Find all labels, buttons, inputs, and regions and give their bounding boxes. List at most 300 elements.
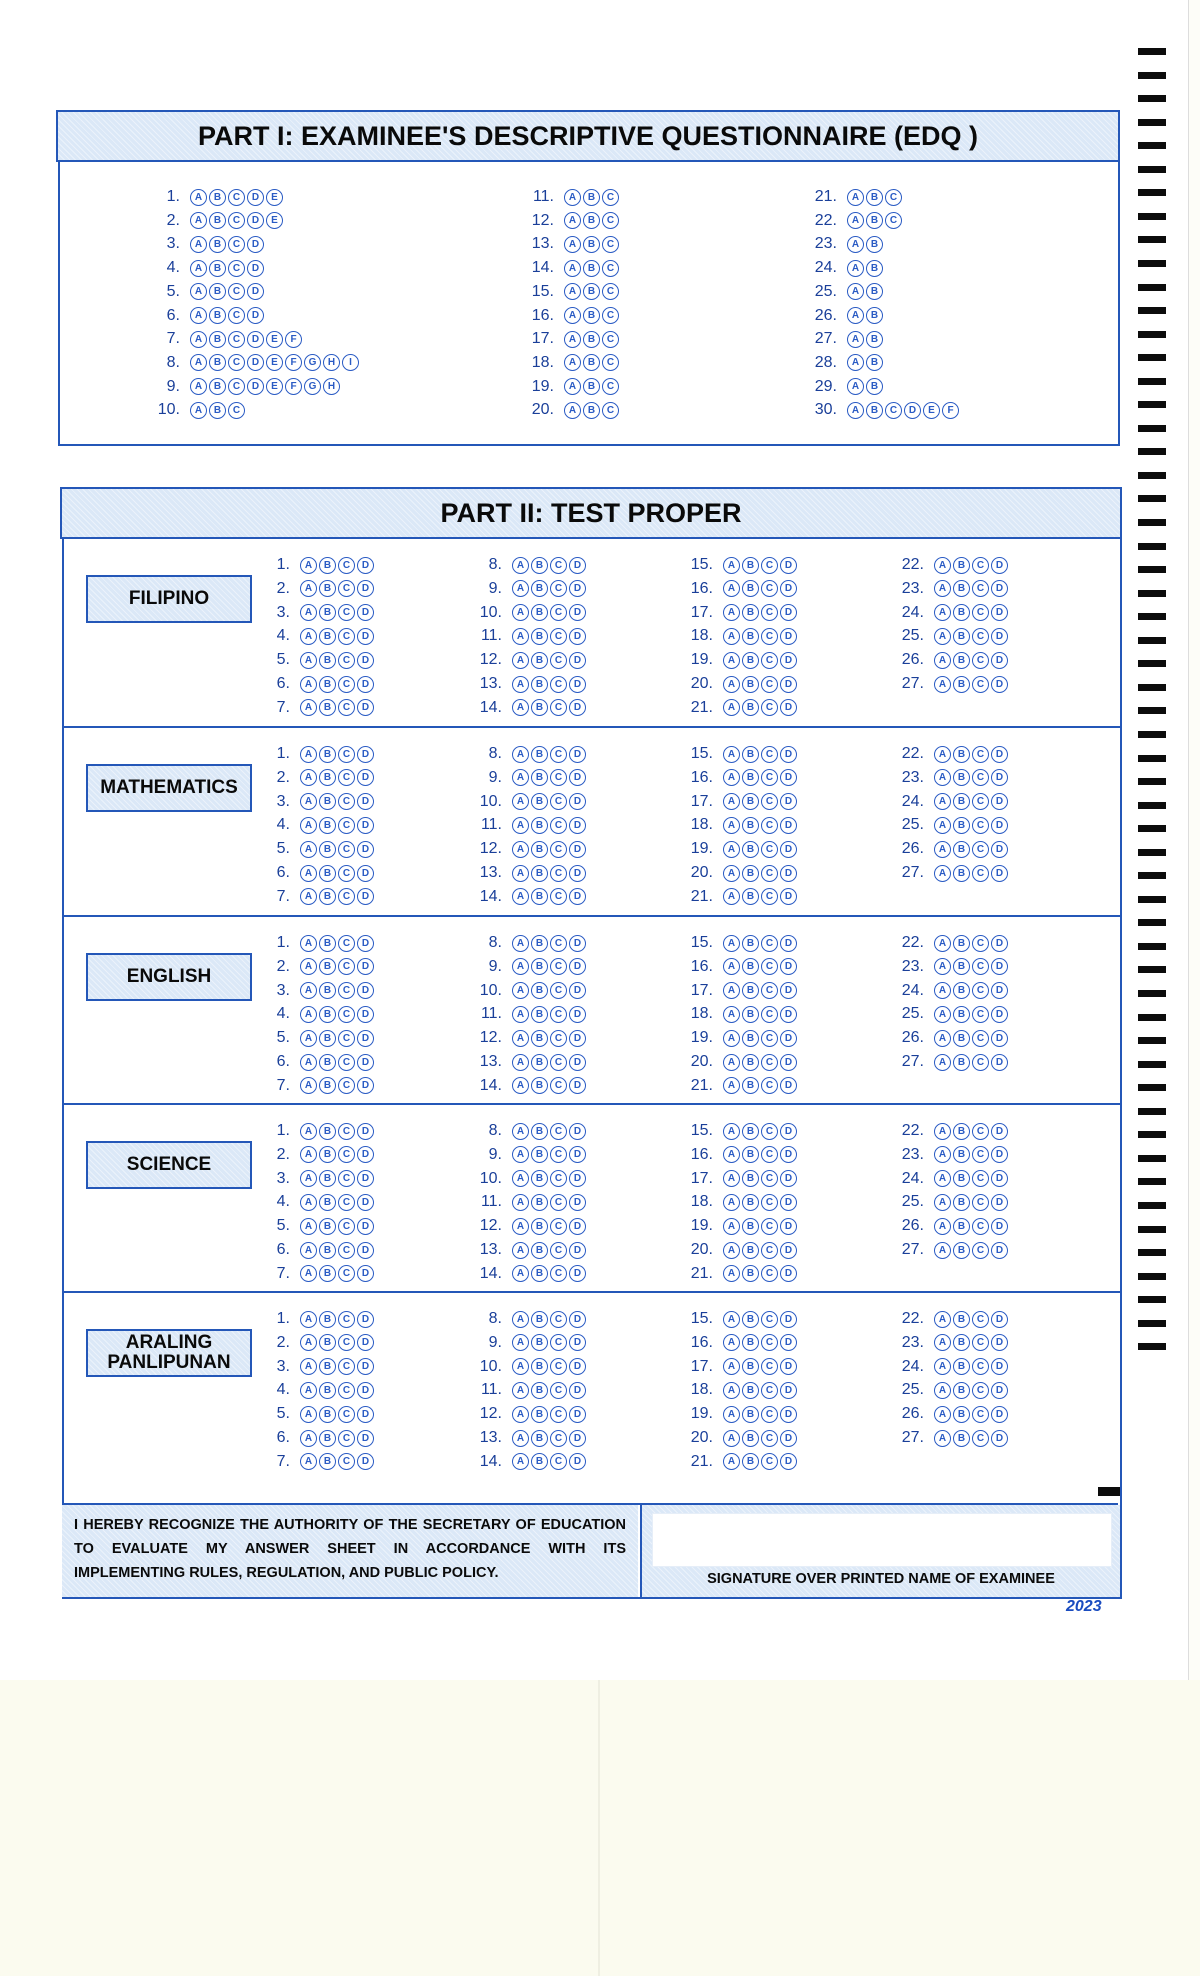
answer-bubble-d[interactable]: D [357,793,374,810]
answer-bubble-b[interactable]: B [319,769,336,786]
answer-bubble-b[interactable]: B [319,1358,336,1375]
answer-bubble-a[interactable]: A [512,1358,529,1375]
answer-bubble-b[interactable]: B [953,1242,970,1259]
answer-bubble-d[interactable]: D [357,746,374,763]
answer-bubble-a[interactable]: A [300,1382,317,1399]
answer-bubble-a[interactable]: A [512,1406,529,1423]
answer-bubble-a[interactable]: A [512,958,529,975]
answer-bubble-c[interactable]: C [761,841,778,858]
answer-bubble-a[interactable]: A [300,1006,317,1023]
answer-bubble-d[interactable]: D [780,841,797,858]
answer-bubble-c[interactable]: C [972,580,989,597]
answer-bubble-c[interactable]: C [550,769,567,786]
answer-bubble-b[interactable]: B [742,1242,759,1259]
answer-bubble-c[interactable]: C [761,1123,778,1140]
answer-bubble-a[interactable]: A [723,1054,740,1071]
answer-bubble-b[interactable]: B [531,628,548,645]
answer-bubble-d[interactable]: D [569,676,586,693]
answer-bubble-b[interactable]: B [319,1382,336,1399]
answer-bubble-h[interactable]: H [323,354,340,371]
answer-bubble-a[interactable]: A [723,746,740,763]
answer-bubble-b[interactable]: B [531,793,548,810]
answer-bubble-d[interactable]: D [991,676,1008,693]
answer-bubble-d[interactable]: D [357,1311,374,1328]
answer-bubble-d[interactable]: D [357,888,374,905]
answer-bubble-a[interactable]: A [723,1123,740,1140]
answer-bubble-b[interactable]: B [742,1430,759,1447]
answer-bubble-b[interactable]: B [953,769,970,786]
answer-bubble-a[interactable]: A [512,652,529,669]
answer-bubble-d[interactable]: D [357,1146,374,1163]
answer-bubble-b[interactable]: B [531,1382,548,1399]
answer-bubble-a[interactable]: A [300,604,317,621]
answer-bubble-b[interactable]: B [531,769,548,786]
answer-bubble-d[interactable]: D [357,1170,374,1187]
answer-bubble-b[interactable]: B [866,378,883,395]
answer-bubble-a[interactable]: A [512,676,529,693]
answer-bubble-a[interactable]: A [934,841,951,858]
answer-bubble-a[interactable]: A [934,769,951,786]
answer-bubble-d[interactable]: D [357,676,374,693]
answer-bubble-c[interactable]: C [338,982,355,999]
answer-bubble-d[interactable]: D [780,652,797,669]
answer-bubble-b[interactable]: B [866,189,883,206]
answer-bubble-d[interactable]: D [780,1054,797,1071]
answer-bubble-a[interactable]: A [934,580,951,597]
answer-bubble-c[interactable]: C [550,628,567,645]
answer-bubble-c[interactable]: C [972,793,989,810]
answer-bubble-d[interactable]: D [991,1382,1008,1399]
answer-bubble-c[interactable]: C [550,1123,567,1140]
answer-bubble-c[interactable]: C [338,1334,355,1351]
answer-bubble-d[interactable]: D [357,1453,374,1470]
answer-bubble-b[interactable]: B [319,935,336,952]
answer-bubble-a[interactable]: A [934,1194,951,1211]
answer-bubble-a[interactable]: A [564,354,581,371]
answer-bubble-a[interactable]: A [564,236,581,253]
answer-bubble-b[interactable]: B [742,1382,759,1399]
answer-bubble-b[interactable]: B [866,236,883,253]
answer-bubble-b[interactable]: B [583,378,600,395]
answer-bubble-d[interactable]: D [991,865,1008,882]
answer-bubble-a[interactable]: A [300,628,317,645]
answer-bubble-c[interactable]: C [550,958,567,975]
answer-bubble-a[interactable]: A [723,865,740,882]
answer-bubble-a[interactable]: A [564,212,581,229]
answer-bubble-c[interactable]: C [338,557,355,574]
answer-bubble-a[interactable]: A [190,378,207,395]
answer-bubble-c[interactable]: C [972,676,989,693]
answer-bubble-b[interactable]: B [209,212,226,229]
answer-bubble-c[interactable]: C [550,676,567,693]
answer-bubble-d[interactable]: D [569,1077,586,1094]
answer-bubble-b[interactable]: B [742,1030,759,1047]
answer-bubble-d[interactable]: D [247,189,264,206]
answer-bubble-d[interactable]: D [569,1334,586,1351]
answer-bubble-a[interactable]: A [300,1170,317,1187]
answer-bubble-b[interactable]: B [319,958,336,975]
answer-bubble-c[interactable]: C [761,1430,778,1447]
answer-bubble-c[interactable]: C [550,746,567,763]
answer-bubble-a[interactable]: A [847,260,864,277]
answer-bubble-a[interactable]: A [564,331,581,348]
answer-bubble-c[interactable]: C [228,189,245,206]
answer-bubble-d[interactable]: D [991,1430,1008,1447]
answer-bubble-a[interactable]: A [934,676,951,693]
answer-bubble-a[interactable]: A [300,1123,317,1140]
answer-bubble-c[interactable]: C [338,1406,355,1423]
answer-bubble-d[interactable]: D [991,746,1008,763]
answer-bubble-a[interactable]: A [847,402,864,419]
answer-bubble-a[interactable]: A [512,865,529,882]
answer-bubble-a[interactable]: A [300,817,317,834]
answer-bubble-a[interactable]: A [934,935,951,952]
answer-bubble-e[interactable]: E [266,378,283,395]
answer-bubble-c[interactable]: C [228,260,245,277]
answer-bubble-d[interactable]: D [357,958,374,975]
answer-bubble-d[interactable]: D [780,1311,797,1328]
answer-bubble-c[interactable]: C [761,1382,778,1399]
answer-bubble-c[interactable]: C [972,769,989,786]
answer-bubble-b[interactable]: B [531,746,548,763]
answer-bubble-a[interactable]: A [512,1054,529,1071]
answer-bubble-b[interactable]: B [209,283,226,300]
answer-bubble-d[interactable]: D [991,557,1008,574]
answer-bubble-b[interactable]: B [319,817,336,834]
answer-bubble-c[interactable]: C [338,1006,355,1023]
answer-bubble-c[interactable]: C [338,1358,355,1375]
answer-bubble-c[interactable]: C [972,746,989,763]
answer-bubble-a[interactable]: A [934,982,951,999]
answer-bubble-a[interactable]: A [934,865,951,882]
answer-bubble-c[interactable]: C [550,1453,567,1470]
answer-bubble-b[interactable]: B [319,1430,336,1447]
answer-bubble-b[interactable]: B [953,580,970,597]
answer-bubble-d[interactable]: D [780,1194,797,1211]
answer-bubble-b[interactable]: B [531,580,548,597]
answer-bubble-a[interactable]: A [934,1242,951,1259]
answer-bubble-c[interactable]: C [885,402,902,419]
answer-bubble-a[interactable]: A [934,817,951,834]
answer-bubble-a[interactable]: A [512,628,529,645]
answer-bubble-a[interactable]: A [723,628,740,645]
answer-bubble-a[interactable]: A [512,1382,529,1399]
answer-bubble-b[interactable]: B [319,604,336,621]
answer-bubble-b[interactable]: B [742,1077,759,1094]
answer-bubble-h[interactable]: H [323,378,340,395]
answer-bubble-b[interactable]: B [953,793,970,810]
answer-bubble-d[interactable]: D [991,1030,1008,1047]
answer-bubble-d[interactable]: D [247,212,264,229]
answer-bubble-b[interactable]: B [742,1334,759,1351]
answer-bubble-d[interactable]: D [569,935,586,952]
answer-bubble-d[interactable]: D [991,1406,1008,1423]
answer-bubble-a[interactable]: A [723,935,740,952]
answer-bubble-c[interactable]: C [761,1218,778,1235]
answer-bubble-d[interactable]: D [780,699,797,716]
answer-bubble-b[interactable]: B [953,746,970,763]
answer-bubble-a[interactable]: A [512,604,529,621]
answer-bubble-c[interactable]: C [550,841,567,858]
answer-bubble-a[interactable]: A [847,354,864,371]
answer-bubble-c[interactable]: C [761,935,778,952]
answer-bubble-a[interactable]: A [934,746,951,763]
answer-bubble-c[interactable]: C [761,1146,778,1163]
answer-bubble-d[interactable]: D [357,557,374,574]
answer-bubble-c[interactable]: C [972,1123,989,1140]
answer-bubble-b[interactable]: B [583,331,600,348]
answer-bubble-b[interactable]: B [319,1218,336,1235]
answer-bubble-b[interactable]: B [953,1430,970,1447]
answer-bubble-a[interactable]: A [723,1170,740,1187]
answer-bubble-b[interactable]: B [866,260,883,277]
answer-bubble-b[interactable]: B [742,557,759,574]
answer-bubble-d[interactable]: D [357,1194,374,1211]
answer-bubble-a[interactable]: A [934,1146,951,1163]
answer-bubble-c[interactable]: C [338,1265,355,1282]
answer-bubble-b[interactable]: B [531,1146,548,1163]
answer-bubble-d[interactable]: D [357,1430,374,1447]
answer-bubble-e[interactable]: E [266,212,283,229]
answer-bubble-b[interactable]: B [953,1358,970,1375]
answer-bubble-a[interactable]: A [190,260,207,277]
answer-bubble-a[interactable]: A [723,1242,740,1259]
answer-bubble-a[interactable]: A [934,604,951,621]
answer-bubble-c[interactable]: C [550,699,567,716]
answer-bubble-a[interactable]: A [300,769,317,786]
answer-bubble-a[interactable]: A [934,1170,951,1187]
answer-bubble-c[interactable]: C [550,982,567,999]
answer-bubble-b[interactable]: B [209,402,226,419]
answer-bubble-a[interactable]: A [934,1123,951,1140]
answer-bubble-c[interactable]: C [972,628,989,645]
answer-bubble-c[interactable]: C [550,888,567,905]
answer-bubble-b[interactable]: B [953,841,970,858]
answer-bubble-c[interactable]: C [602,212,619,229]
answer-bubble-c[interactable]: C [602,402,619,419]
answer-bubble-a[interactable]: A [934,1430,951,1447]
answer-bubble-c[interactable]: C [761,628,778,645]
answer-bubble-c[interactable]: C [550,817,567,834]
answer-bubble-d[interactable]: D [569,1265,586,1282]
answer-bubble-a[interactable]: A [934,1218,951,1235]
answer-bubble-d[interactable]: D [357,935,374,952]
answer-bubble-c[interactable]: C [761,958,778,975]
answer-bubble-a[interactable]: A [300,676,317,693]
answer-bubble-d[interactable]: D [569,604,586,621]
answer-bubble-d[interactable]: D [780,769,797,786]
answer-bubble-c[interactable]: C [550,1430,567,1447]
answer-bubble-d[interactable]: D [569,746,586,763]
answer-bubble-b[interactable]: B [531,1218,548,1235]
answer-bubble-c[interactable]: C [338,580,355,597]
answer-bubble-d[interactable]: D [991,935,1008,952]
answer-bubble-b[interactable]: B [742,1453,759,1470]
answer-bubble-d[interactable]: D [780,1242,797,1259]
answer-bubble-a[interactable]: A [934,1030,951,1047]
answer-bubble-d[interactable]: D [357,1334,374,1351]
answer-bubble-c[interactable]: C [761,1334,778,1351]
answer-bubble-a[interactable]: A [190,236,207,253]
answer-bubble-c[interactable]: C [761,604,778,621]
answer-bubble-c[interactable]: C [761,699,778,716]
answer-bubble-a[interactable]: A [723,793,740,810]
answer-bubble-c[interactable]: C [972,1218,989,1235]
answer-bubble-i[interactable]: I [342,354,359,371]
answer-bubble-c[interactable]: C [550,935,567,952]
answer-bubble-a[interactable]: A [723,1334,740,1351]
answer-bubble-d[interactable]: D [991,1146,1008,1163]
answer-bubble-d[interactable]: D [357,865,374,882]
answer-bubble-a[interactable]: A [723,958,740,975]
answer-bubble-c[interactable]: C [972,982,989,999]
answer-bubble-b[interactable]: B [583,307,600,324]
answer-bubble-c[interactable]: C [761,676,778,693]
answer-bubble-c[interactable]: C [972,1311,989,1328]
answer-bubble-a[interactable]: A [723,676,740,693]
answer-bubble-b[interactable]: B [319,652,336,669]
answer-bubble-b[interactable]: B [319,1006,336,1023]
answer-bubble-c[interactable]: C [761,1406,778,1423]
answer-bubble-b[interactable]: B [209,189,226,206]
answer-bubble-c[interactable]: C [228,236,245,253]
answer-bubble-a[interactable]: A [723,1430,740,1447]
answer-bubble-c[interactable]: C [602,189,619,206]
answer-bubble-b[interactable]: B [742,676,759,693]
answer-bubble-b[interactable]: B [531,865,548,882]
answer-bubble-d[interactable]: D [780,1453,797,1470]
answer-bubble-c[interactable]: C [550,1382,567,1399]
answer-bubble-b[interactable]: B [319,1334,336,1351]
answer-bubble-b[interactable]: B [953,604,970,621]
answer-bubble-a[interactable]: A [934,1006,951,1023]
answer-bubble-d[interactable]: D [569,865,586,882]
answer-bubble-b[interactable]: B [319,1170,336,1187]
answer-bubble-c[interactable]: C [761,1311,778,1328]
answer-bubble-b[interactable]: B [319,1194,336,1211]
answer-bubble-d[interactable]: D [247,354,264,371]
answer-bubble-b[interactable]: B [531,1123,548,1140]
answer-bubble-a[interactable]: A [723,1218,740,1235]
answer-bubble-d[interactable]: D [780,604,797,621]
answer-bubble-c[interactable]: C [338,628,355,645]
answer-bubble-b[interactable]: B [319,628,336,645]
answer-bubble-d[interactable]: D [780,1006,797,1023]
answer-bubble-a[interactable]: A [190,307,207,324]
answer-bubble-b[interactable]: B [953,652,970,669]
answer-bubble-c[interactable]: C [761,652,778,669]
answer-bubble-b[interactable]: B [953,557,970,574]
answer-bubble-c[interactable]: C [550,557,567,574]
answer-bubble-a[interactable]: A [512,1030,529,1047]
answer-bubble-d[interactable]: D [780,1358,797,1375]
answer-bubble-a[interactable]: A [512,935,529,952]
answer-bubble-b[interactable]: B [531,935,548,952]
answer-bubble-d[interactable]: D [247,283,264,300]
answer-bubble-a[interactable]: A [190,212,207,229]
answer-bubble-d[interactable]: D [357,604,374,621]
answer-bubble-d[interactable]: D [569,1358,586,1375]
answer-bubble-d[interactable]: D [569,1382,586,1399]
answer-bubble-b[interactable]: B [742,1194,759,1211]
answer-bubble-a[interactable]: A [512,1311,529,1328]
answer-bubble-d[interactable]: D [569,793,586,810]
answer-bubble-b[interactable]: B [953,1054,970,1071]
signature-field[interactable] [652,1513,1112,1567]
answer-bubble-d[interactable]: D [357,1218,374,1235]
answer-bubble-c[interactable]: C [550,1030,567,1047]
answer-bubble-c[interactable]: C [550,865,567,882]
answer-bubble-b[interactable]: B [742,1406,759,1423]
answer-bubble-d[interactable]: D [247,236,264,253]
answer-bubble-a[interactable]: A [512,1334,529,1351]
answer-bubble-c[interactable]: C [228,307,245,324]
answer-bubble-a[interactable]: A [300,1030,317,1047]
answer-bubble-a[interactable]: A [723,1382,740,1399]
answer-bubble-d[interactable]: D [569,769,586,786]
answer-bubble-d[interactable]: D [357,580,374,597]
answer-bubble-c[interactable]: C [550,580,567,597]
answer-bubble-d[interactable]: D [569,1146,586,1163]
answer-bubble-c[interactable]: C [761,746,778,763]
answer-bubble-b[interactable]: B [742,841,759,858]
answer-bubble-b[interactable]: B [319,1146,336,1163]
answer-bubble-d[interactable]: D [569,1430,586,1447]
answer-bubble-a[interactable]: A [300,652,317,669]
answer-bubble-a[interactable]: A [512,699,529,716]
answer-bubble-c[interactable]: C [761,817,778,834]
answer-bubble-d[interactable]: D [247,260,264,277]
answer-bubble-a[interactable]: A [512,769,529,786]
answer-bubble-d[interactable]: D [357,1382,374,1399]
answer-bubble-a[interactable]: A [190,402,207,419]
answer-bubble-c[interactable]: C [338,1123,355,1140]
answer-bubble-b[interactable]: B [742,817,759,834]
answer-bubble-b[interactable]: B [742,746,759,763]
answer-bubble-b[interactable]: B [866,283,883,300]
answer-bubble-d[interactable]: D [569,982,586,999]
answer-bubble-a[interactable]: A [300,1453,317,1470]
answer-bubble-b[interactable]: B [319,888,336,905]
answer-bubble-d[interactable]: D [991,1311,1008,1328]
answer-bubble-d[interactable]: D [780,982,797,999]
answer-bubble-b[interactable]: B [319,1123,336,1140]
answer-bubble-c[interactable]: C [761,1077,778,1094]
answer-bubble-d[interactable]: D [780,817,797,834]
answer-bubble-c[interactable]: C [228,283,245,300]
answer-bubble-b[interactable]: B [531,652,548,669]
answer-bubble-a[interactable]: A [847,212,864,229]
answer-bubble-b[interactable]: B [742,935,759,952]
answer-bubble-d[interactable]: D [780,1406,797,1423]
answer-bubble-d[interactable]: D [569,1170,586,1187]
answer-bubble-b[interactable]: B [209,260,226,277]
answer-bubble-a[interactable]: A [847,236,864,253]
answer-bubble-a[interactable]: A [300,1406,317,1423]
answer-bubble-d[interactable]: D [991,1194,1008,1211]
answer-bubble-b[interactable]: B [531,604,548,621]
answer-bubble-b[interactable]: B [531,676,548,693]
answer-bubble-b[interactable]: B [319,1054,336,1071]
answer-bubble-b[interactable]: B [953,982,970,999]
answer-bubble-a[interactable]: A [934,557,951,574]
answer-bubble-c[interactable]: C [338,769,355,786]
answer-bubble-d[interactable]: D [569,958,586,975]
answer-bubble-c[interactable]: C [761,1242,778,1259]
answer-bubble-b[interactable]: B [531,1077,548,1094]
answer-bubble-b[interactable]: B [531,841,548,858]
answer-bubble-c[interactable]: C [550,1054,567,1071]
